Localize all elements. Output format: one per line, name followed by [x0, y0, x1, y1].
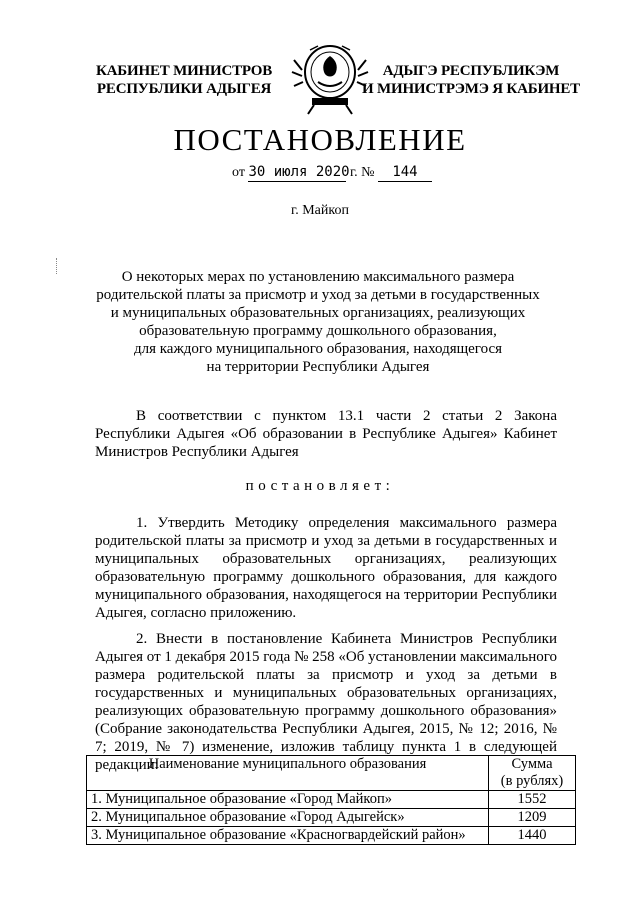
topic-line: для каждого муниципального образования, находящегося	[133, 341, 503, 357]
coat-of-arms-emblem	[288, 42, 372, 116]
city-name: г. Майкоп	[291, 203, 349, 218]
fee-amount: 1209	[489, 809, 576, 827]
date-prefix: от	[232, 165, 245, 180]
table-header-row	[87, 756, 576, 791]
column-header-sum-line2: (в рублях)	[500, 773, 564, 789]
topic-line: на территории Республики Адыгея	[206, 359, 430, 375]
date-value: 30 июля 2020	[248, 164, 350, 180]
fee-amount: 1440	[489, 827, 576, 845]
document-number: 144	[378, 164, 432, 182]
document-title: ПОСТАНОВЛЕНИЕ	[173, 122, 467, 157]
topic-line: родительской платы за присмотр и уход за детьми в государственных	[96, 287, 540, 303]
preamble-paragraph: В соответствии с пунктом 13.1 части 2 статьи 2 Закона Республики Адыгея «Об образовании в Республике Адыгея» Кабинет Министров Республики Адыгея	[95, 408, 557, 460]
year-suffix: г.	[349, 165, 358, 180]
municipality-name: 1. Муниципальное образование «Город Майкоп»	[87, 791, 489, 809]
issuer-name-russian	[96, 62, 272, 98]
item-1-paragraph: 1. Утвердить Методику определения максимального размера родительской платы за присмотр и уход за детьми в государственных и муниципальных образовательных организациях, реализующих образовательную программу дошкольного образования, для каждого муниципального образования, находящегося на территории Республики Адыгея, согласно приложению.	[95, 515, 557, 621]
topic-line: образовательную программу дошкольного образования,	[139, 323, 497, 339]
margin-mark	[56, 258, 58, 274]
municipality-name: 2. Муниципальное образование «Город Адыгейск»	[87, 809, 489, 827]
table-row	[87, 809, 576, 827]
date-and-number-line	[232, 164, 432, 182]
topic-line: и муниципальных образовательных организациях, реализующих	[110, 305, 526, 321]
issuer-line-2-adyghe: И МИНИСТРЭМЭ Я КАБИНЕТ	[362, 81, 580, 97]
table-row	[87, 791, 576, 809]
issuer-line-1: КАБИНЕТ МИНИСТРОВ	[96, 63, 273, 79]
number-sign: №	[361, 165, 375, 180]
item-2-paragraph: 2. Внести в постановление Кабинета Министров Республики Адыгея от 1 декабря 2015 года № 258 «Об установлении максимального размера родительской платы за присмотр и уход за детьми в государственных и муниципальных образовательных организациях, реализующих образовательную программу дошкольного образования» (Собрание законодательства Республики Адыгея, 2015, № 12; 2016, № 7; 2019, № 7) изменение, изложив таблицу пункта 1 в следующей редакции:	[95, 631, 558, 773]
column-header-name: Наименование муниципального образования	[87, 756, 489, 791]
table-row	[87, 827, 576, 845]
municipality-name: 3. Муниципальное образование «Красногвардейский район»	[87, 827, 489, 845]
issuer-name-adyghe	[362, 62, 580, 98]
fee-amount: 1552	[489, 791, 576, 809]
resolves-heading: постановляет:	[245, 478, 395, 494]
issuer-line-2: РЕСПУБЛИКИ АДЫГЕЯ	[96, 81, 272, 97]
document-topic	[96, 268, 540, 376]
column-header-sum	[489, 756, 576, 791]
topic-line: О некоторых мерах по установлению максимального размера	[121, 269, 515, 285]
column-header-sum-line1: Сумма	[511, 756, 553, 772]
issuer-line-1-adyghe: АДЫГЭ РЕСПУБЛИКЭМ	[382, 63, 560, 79]
parent-fee-table	[86, 755, 576, 845]
